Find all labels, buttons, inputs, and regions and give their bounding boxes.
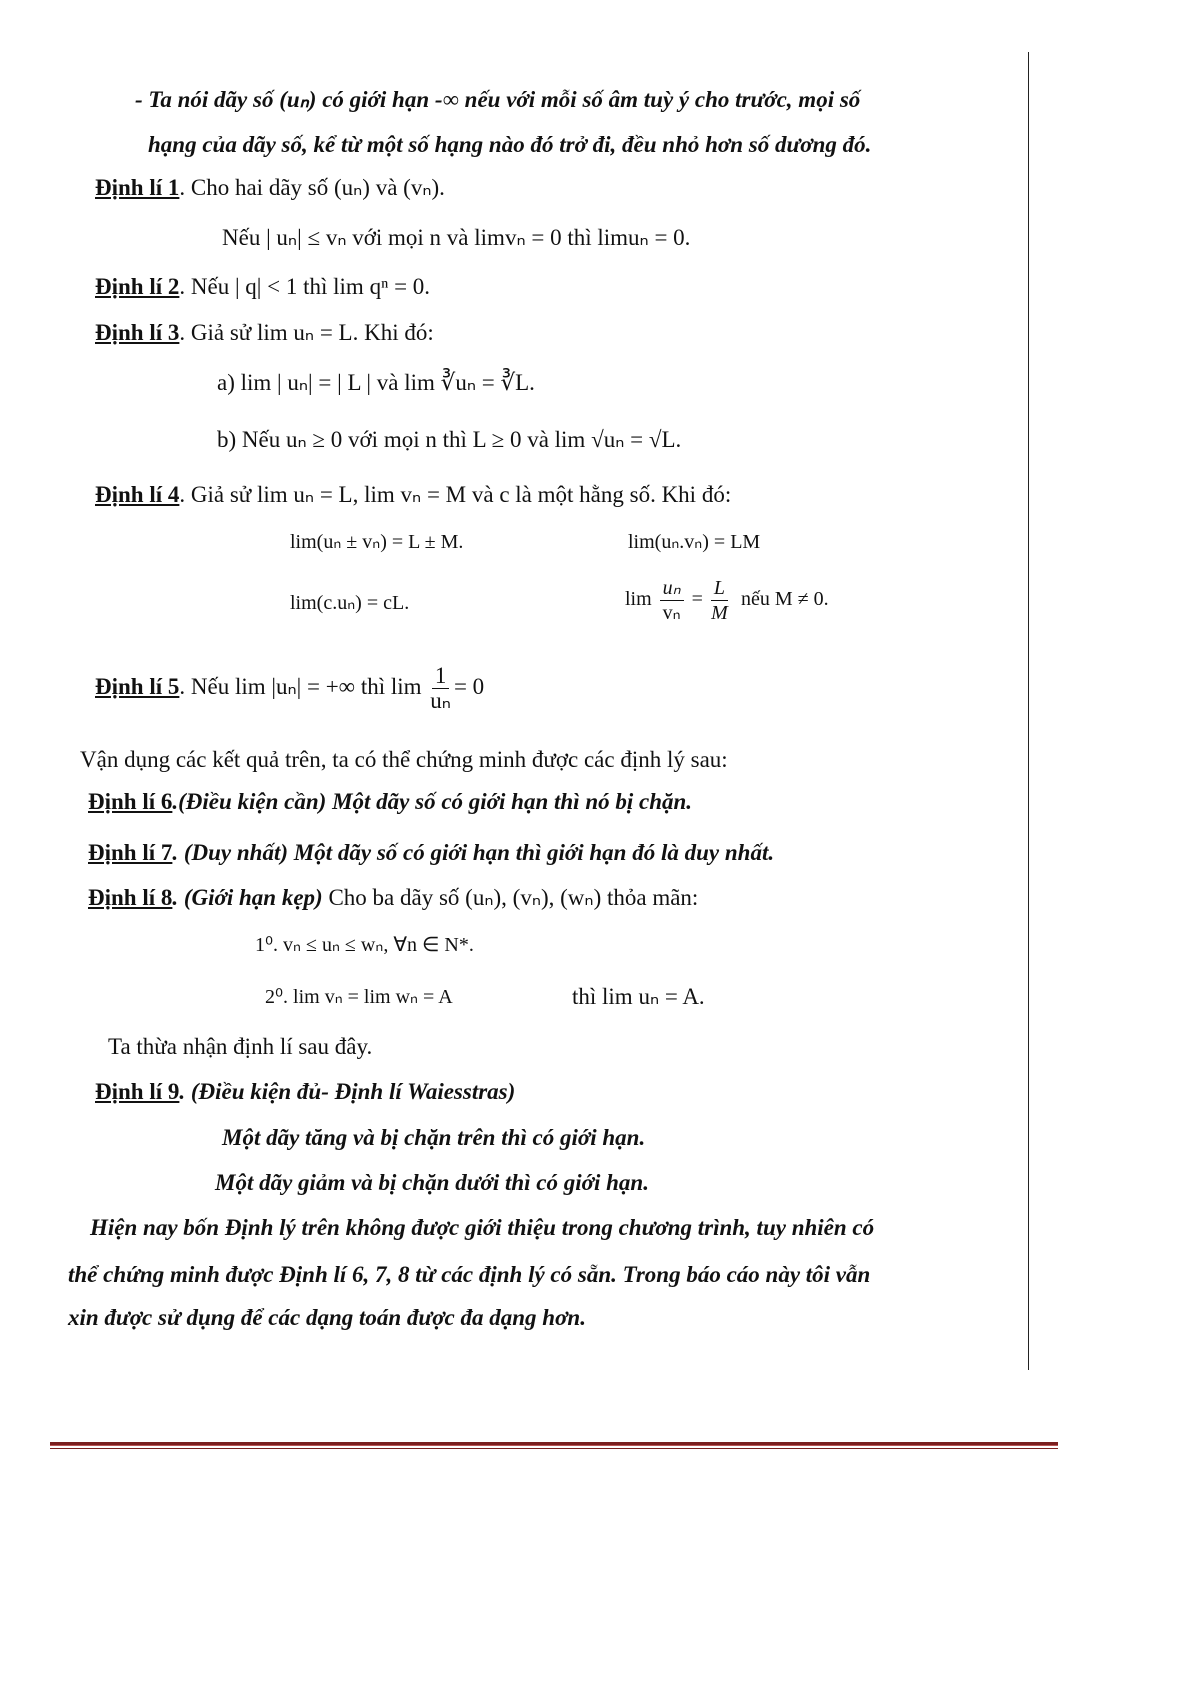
theorem-text: . (Duy nhất) Một dãy số có giới hạn thì giới hạn đó là duy nhất. <box>172 840 775 865</box>
lim: lim <box>625 588 652 611</box>
closing-line-3: xin được sử dụng để các dạng toán được đa dạng hơn. <box>68 1305 586 1330</box>
theorem-5 <box>95 664 484 713</box>
theorem-label: Định lí 2 <box>95 274 180 299</box>
theorem-text: . Giả sử lim uₙ = L. Khi đó: <box>179 320 434 345</box>
theorem-text: . Nếu lim |uₙ| = +∞ thì lim <box>179 673 422 699</box>
condition: nếu M ≠ 0. <box>741 588 829 611</box>
margin-line <box>1028 52 1029 1370</box>
theorem-9-line-1: Một dãy tăng và bị chặn trên thì có giới hạn. <box>222 1125 646 1150</box>
theorem-6 <box>88 788 692 816</box>
denominator: vₙ <box>662 602 681 624</box>
theorem-label: Định lí 1 <box>95 175 180 200</box>
theorem-4 <box>95 481 731 509</box>
footer-rule-thin <box>50 1448 1058 1449</box>
theorem-label: Định lí 4 <box>95 482 180 507</box>
theorem-2 <box>95 273 430 301</box>
formula-scalar: lim(c.uₙ) = cL. <box>290 592 410 614</box>
intro-line-1: - Ta nói dãy số (uₙ) có giới hạn -∞ nếu với mỗi số âm tuỳ ý cho trước, mọi số <box>135 87 861 112</box>
theorem-7 <box>88 839 774 867</box>
intro-line-2: hạng của dãy số, kể từ một số hạng nào đó trở đi, đều nhỏ hơn số dương đó. <box>148 132 872 157</box>
numerator: L <box>711 576 728 601</box>
theorem-paren: . (Giới hạn kẹp) <box>172 885 323 910</box>
theorem-text: . Giả sử lim uₙ = L, lim vₙ = M và c là một hằng số. Khi đó: <box>179 482 732 507</box>
theorem-text: .(Điều kiện cần) Một dãy số có giới hạn thì nó bị chặn. <box>172 789 693 814</box>
footer-rule <box>50 1442 1058 1446</box>
theorem-8-cond-1: 1⁰. vₙ ≤ uₙ ≤ wₙ, ∀n ∈ N*. <box>255 934 474 956</box>
theorem-8-conclusion: thì lim uₙ = A. <box>572 984 705 1009</box>
apply-sentence: Vận dụng các kết quả trên, ta có thể chứng minh được các định lý sau: <box>80 747 728 772</box>
fraction <box>711 576 728 625</box>
theorem-9-line-2: Một dãy giảm và bị chặn dưới thì có giới hạn. <box>215 1170 649 1195</box>
theorem-text: . Nếu | q| < 1 thì lim qⁿ = 0. <box>179 274 431 299</box>
denominator: M <box>711 602 728 624</box>
theorem-text: . Cho hai dãy số (uₙ) và (vₙ). <box>179 175 445 200</box>
equals: = <box>691 588 703 611</box>
denominator: uₙ <box>430 688 451 713</box>
closing-line-1: Hiện nay bốn Định lý trên không được giới thiệu trong chương trình, tuy nhiên có <box>90 1215 875 1240</box>
theorem-9 <box>95 1078 515 1106</box>
fraction <box>660 576 684 625</box>
theorem-label: Định lí 8 <box>88 885 173 910</box>
theorem-label: Định lí 6 <box>88 789 173 814</box>
theorem-3-b: b) Nếu uₙ ≥ 0 với mọi n thì L ≥ 0 và lim √uₙ = √L. <box>217 427 682 452</box>
theorem-1 <box>95 174 445 202</box>
accept-sentence: Ta thừa nhận định lí sau đây. <box>108 1034 373 1059</box>
closing-line-2: thể chứng minh được Định lí 6, 7, 8 từ các định lý có sẵn. Trong báo cáo này tôi vẫn <box>68 1262 871 1287</box>
formula-sum: lim(uₙ ± vₙ) = L ± M. <box>290 531 464 553</box>
theorem-3 <box>95 319 434 347</box>
theorem-paren: . (Điều kiện đủ- Định lí Waiesstras) <box>179 1079 516 1104</box>
theorem-label: Định lí 5 <box>95 673 180 699</box>
theorem-text: Cho ba dãy số (uₙ), (vₙ), (wₙ) thỏa mãn: <box>322 885 699 910</box>
formula-quotient <box>625 576 829 625</box>
theorem-8-cond-2: 2⁰. lim vₙ = lim wₙ = A <box>265 986 453 1008</box>
theorem-1-condition: Nếu | uₙ| ≤ vₙ với mọi n và limvₙ = 0 thì limuₙ = 0. <box>222 225 691 250</box>
theorem-tail: = 0 <box>453 673 485 699</box>
numerator: 1 <box>432 664 450 689</box>
theorem-8 <box>88 884 698 912</box>
formula-product: lim(uₙ.vₙ) = LM <box>628 531 761 553</box>
theorem-label: Định lí 7 <box>88 840 173 865</box>
fraction <box>430 664 451 713</box>
theorem-label: Định lí 9 <box>95 1079 180 1104</box>
theorem-label: Định lí 3 <box>95 320 180 345</box>
theorem-3-a: a) lim | uₙ| = | L | và lim ∛uₙ = ∛L. <box>217 370 535 395</box>
numerator: uₙ <box>660 576 684 601</box>
